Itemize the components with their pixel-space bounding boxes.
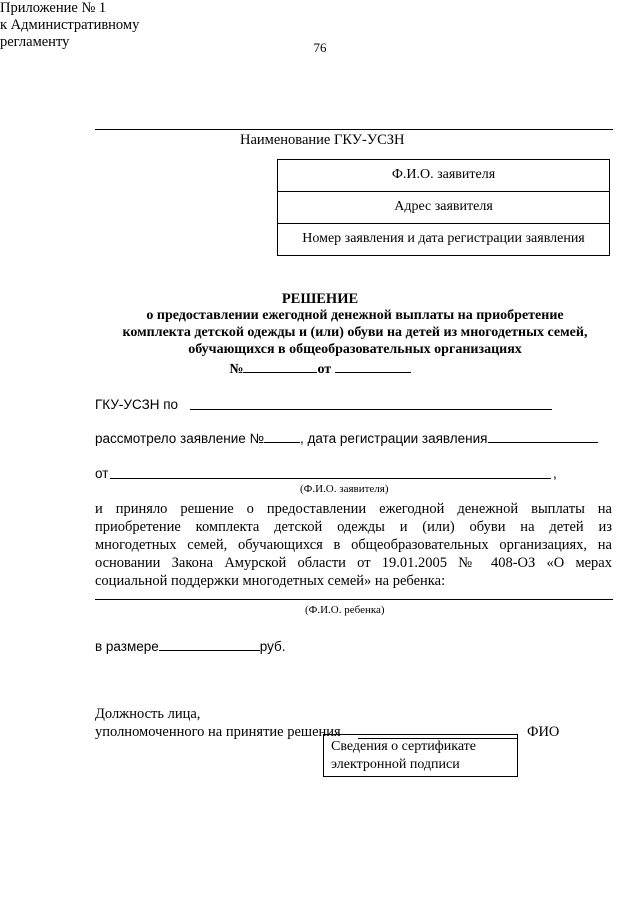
amount-line	[95, 638, 286, 654]
amount-label: в размере	[95, 639, 159, 654]
position-line-2: уполномоченного на принятие решения	[95, 724, 341, 740]
from-line	[95, 466, 108, 481]
child-caption: (Ф.И.О. ребенка)	[305, 604, 385, 616]
from-label: от	[95, 466, 109, 481]
decision-subtitle	[80, 307, 630, 358]
decision-subtitle-line-1: о предоставлении ежегодной денежной выплаты на приобретение	[146, 308, 564, 323]
number-label: №	[229, 362, 244, 377]
cert-line-2: электронной подписи	[331, 757, 460, 772]
body-line-5: социальной поддержки многодетных семей» на ребенка:	[95, 573, 446, 589]
position-line-1: Должность лица,	[95, 706, 201, 722]
considered-line	[95, 430, 598, 446]
reg-date-label: , дата регистрации заявления	[300, 431, 488, 446]
child-name-blank[interactable]	[95, 599, 613, 600]
gku-blank[interactable]	[190, 409, 552, 410]
applicant-caption: (Ф.И.О. заявителя)	[300, 483, 389, 495]
page-number: 76	[313, 40, 327, 55]
e-signature-box	[323, 734, 518, 777]
gku-line	[95, 397, 178, 412]
body-line-3: многодетных семей, обучающихся в общеобразовательных организациях, на	[95, 537, 612, 553]
applicant-address-cell: Адрес заявителя	[278, 192, 609, 224]
appendix-line-2: к Административному	[0, 17, 140, 33]
decision-subtitle-line-2: комплекта детской одежды и (или) обуви на детей из многодетных семей,	[122, 325, 588, 340]
gku-label: ГКУ-УСЗН по	[95, 397, 179, 412]
decision-title: РЕШЕНИЕ	[281, 291, 359, 307]
currency-label: руб.	[259, 639, 286, 654]
body-line-2: приобретение комплекта детской одежды и (или) обуви на детей из	[95, 519, 612, 535]
applicant-name-blank[interactable]	[110, 478, 551, 479]
appendix-line-3: регламенту	[0, 34, 70, 50]
header-divider	[95, 129, 613, 130]
body-line-1: и приняло решение о предоставлении ежегодной денежной выплаты на	[95, 501, 612, 517]
application-number-blank[interactable]	[264, 430, 300, 443]
applicant-name-cell: Ф.И.О. заявителя	[278, 160, 609, 192]
body-line-4: основании Закона Амурской области от 19.01.2005 № 408-ОЗ «О мерах	[95, 555, 612, 571]
reg-date-blank[interactable]	[488, 430, 598, 443]
appendix-line-1: Приложение № 1	[0, 0, 107, 16]
decision-subtitle-line-3: обучающихся в общеобразовательных организациях	[188, 342, 522, 357]
organization-name: Наименование ГКУ-УСЗН	[240, 132, 405, 148]
decision-number-blank[interactable]	[243, 360, 317, 373]
applicant-info-box	[277, 159, 610, 256]
decision-number-line	[0, 360, 640, 377]
cert-line-1: Сведения о сертификате	[331, 739, 477, 754]
decision-date-blank[interactable]	[335, 360, 411, 373]
decision-date-label: от	[317, 362, 332, 377]
fio-label: ФИО	[527, 724, 560, 740]
from-comma: ,	[553, 466, 557, 481]
decision-body	[95, 500, 612, 590]
application-number-date-cell: Номер заявления и дата регистрации заявления	[302, 231, 585, 246]
amount-blank[interactable]	[159, 638, 260, 651]
considered-label: рассмотрело заявление №	[95, 431, 265, 446]
